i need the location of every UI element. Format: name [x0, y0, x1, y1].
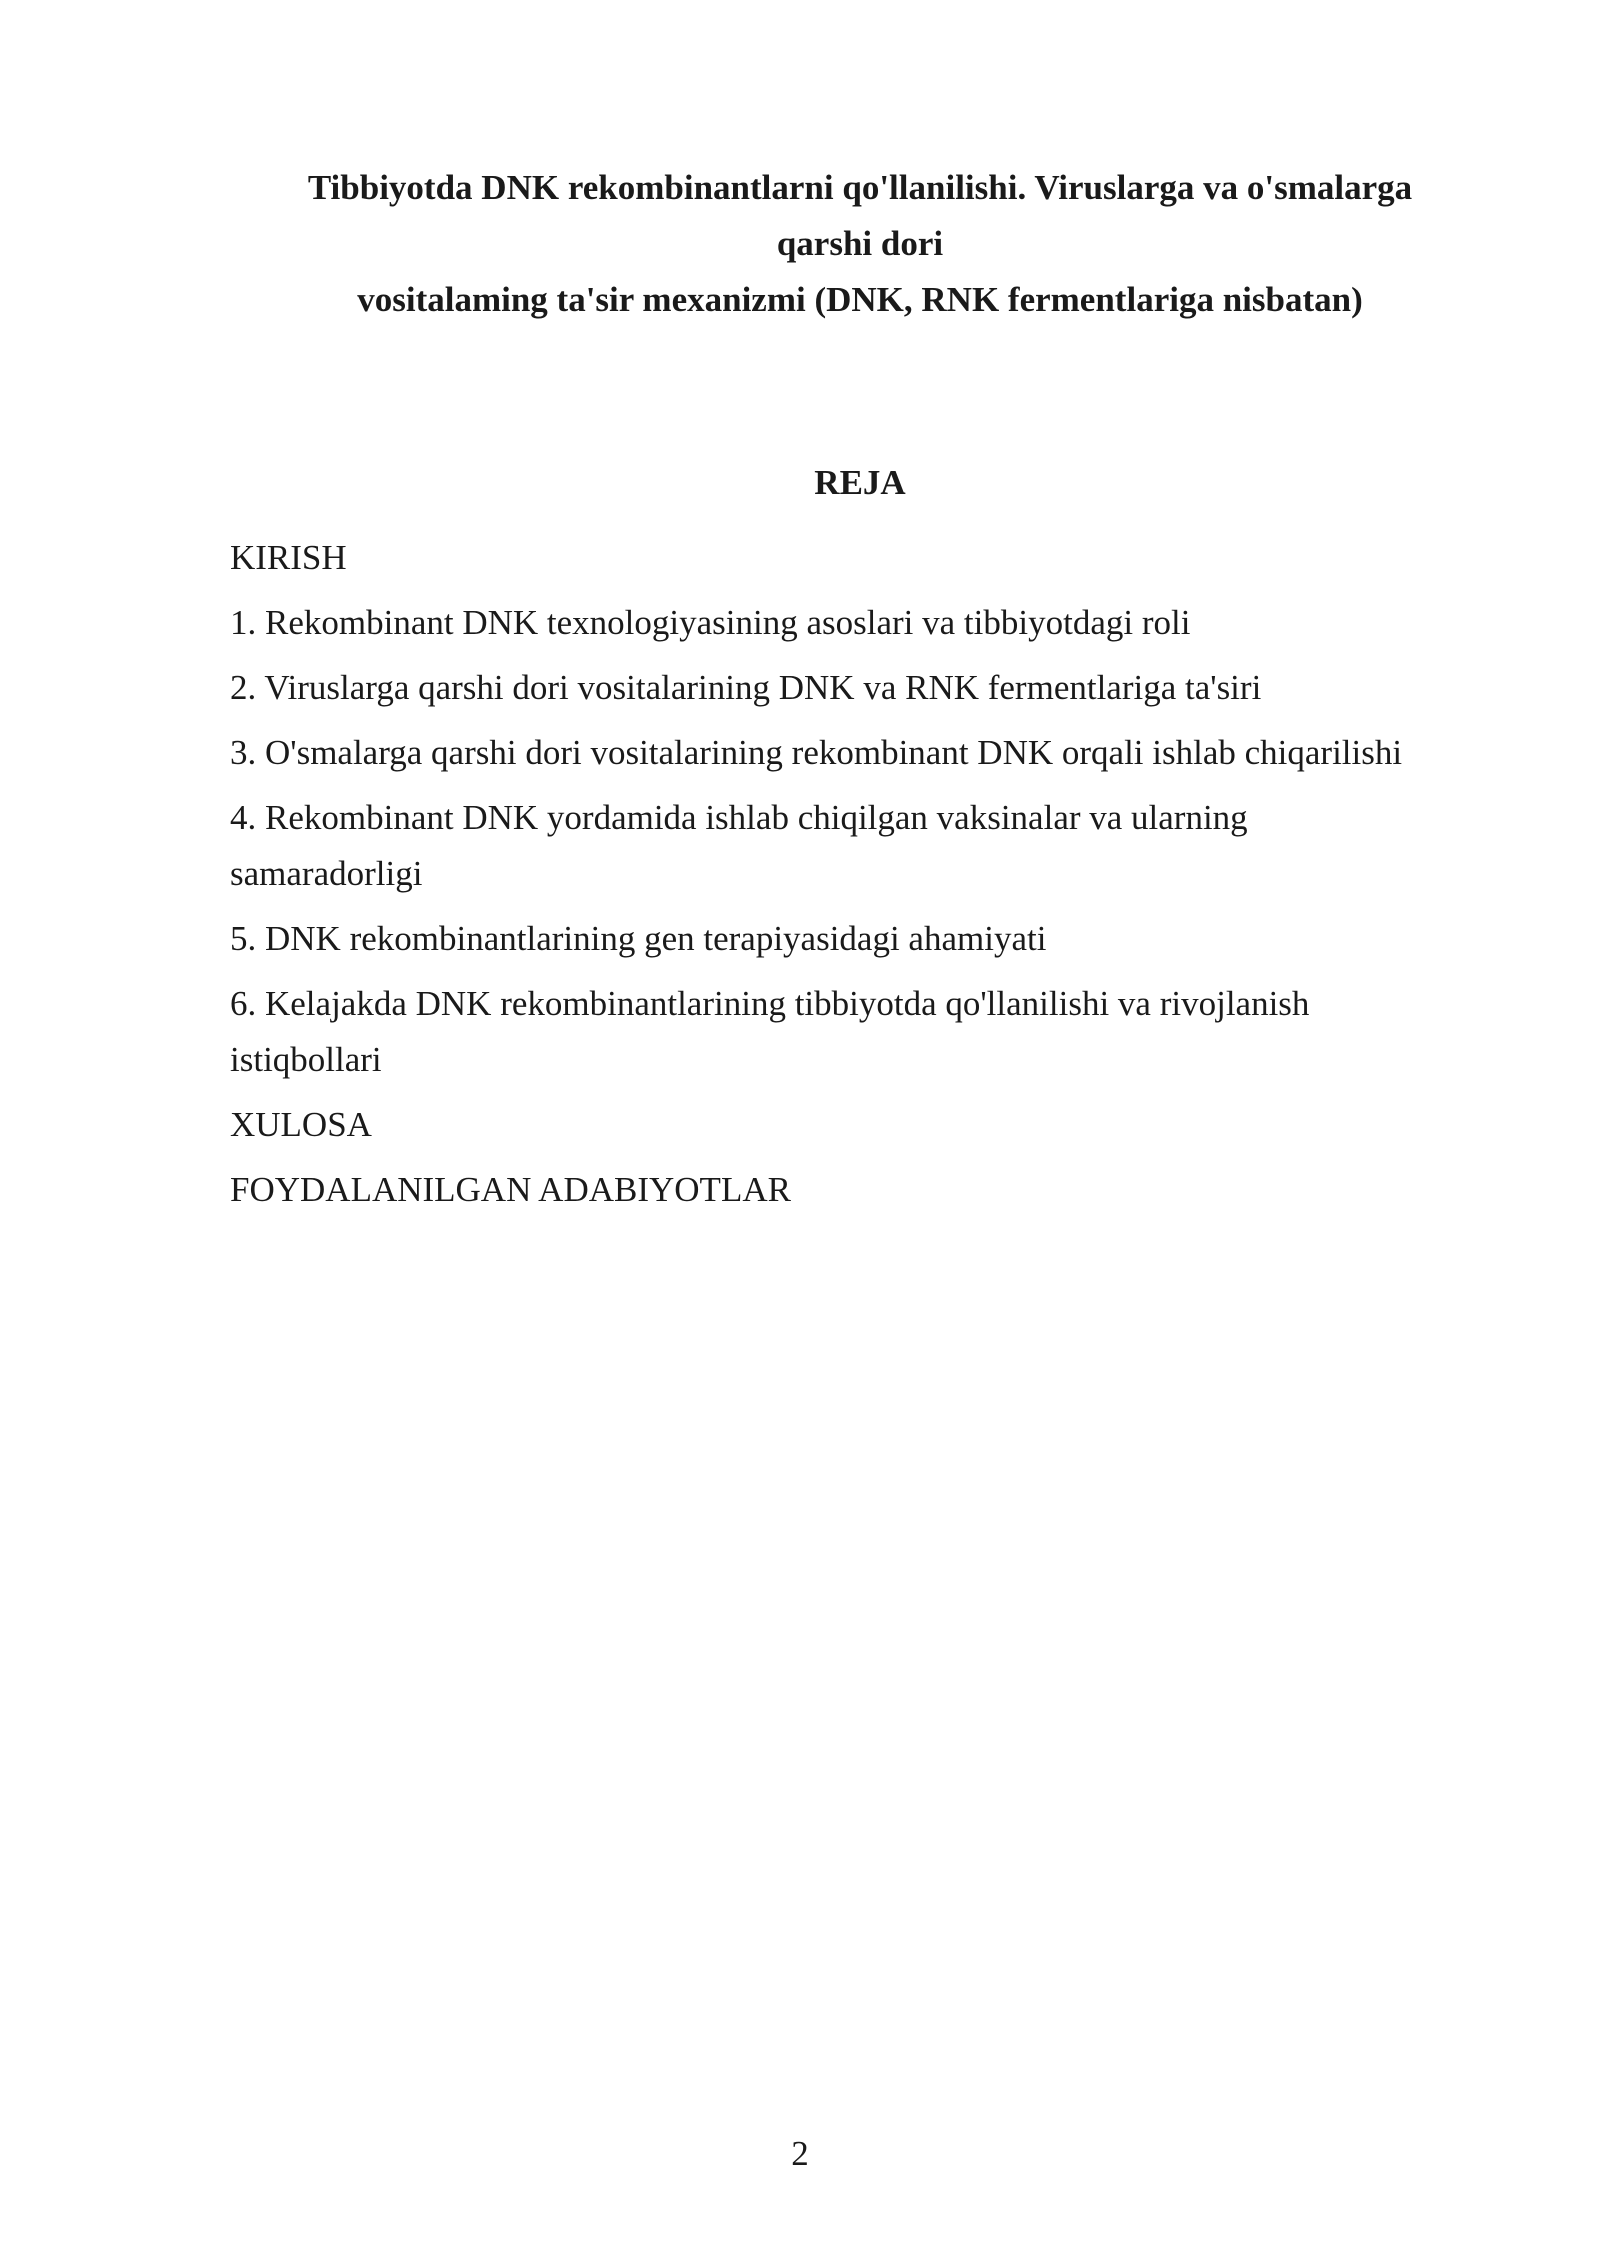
plan-list [230, 530, 1410, 1227]
title-line: qarshi dori [776, 224, 944, 263]
plan-item-introduction: KIRISH [230, 538, 347, 577]
plan-item-references: FOYDALANILGAN ADABIYOTLAR [230, 1170, 791, 1209]
title-line: vositalaming ta'sir mexanizmi (DNK, RNK fermentlariga nisbatan) [357, 280, 1363, 319]
document-title [230, 160, 1490, 328]
title-line: Tibbiyotda DNK rekombinantlarni qo'llanilishi. Viruslarga va o'smalarga [307, 168, 1413, 207]
plan-item-3: 3. O'smalarga qarshi dori vositalarining rekombinant DNK orqali ishlab chiqarilishi [230, 733, 1403, 772]
plan-item-4: 4. Rekombinant DNK yordamida ishlab chiqilgan vaksinalar va ularning samaradorligi [230, 798, 1248, 893]
plan-item-conclusion: XULOSA [230, 1105, 372, 1144]
plan-heading: REJA [814, 463, 906, 502]
plan-item-5: 5. DNK rekombinantlarining gen terapiyasidagi ahamiyati [230, 919, 1047, 958]
page-number: 2 [791, 2134, 809, 2173]
plan-item-2: 2. Viruslarga qarshi dori vositalarining DNK va RNK fermentlariga ta'siri [230, 668, 1262, 707]
plan-item-1: 1. Rekombinant DNK texnologiyasining asoslari va tibbiyotdagi roli [230, 603, 1191, 642]
plan-item-6: 6. Kelajakda DNK rekombinantlarining tibbiyotda qo'llanilishi va rivojlanish istiqbollari [230, 984, 1310, 1079]
